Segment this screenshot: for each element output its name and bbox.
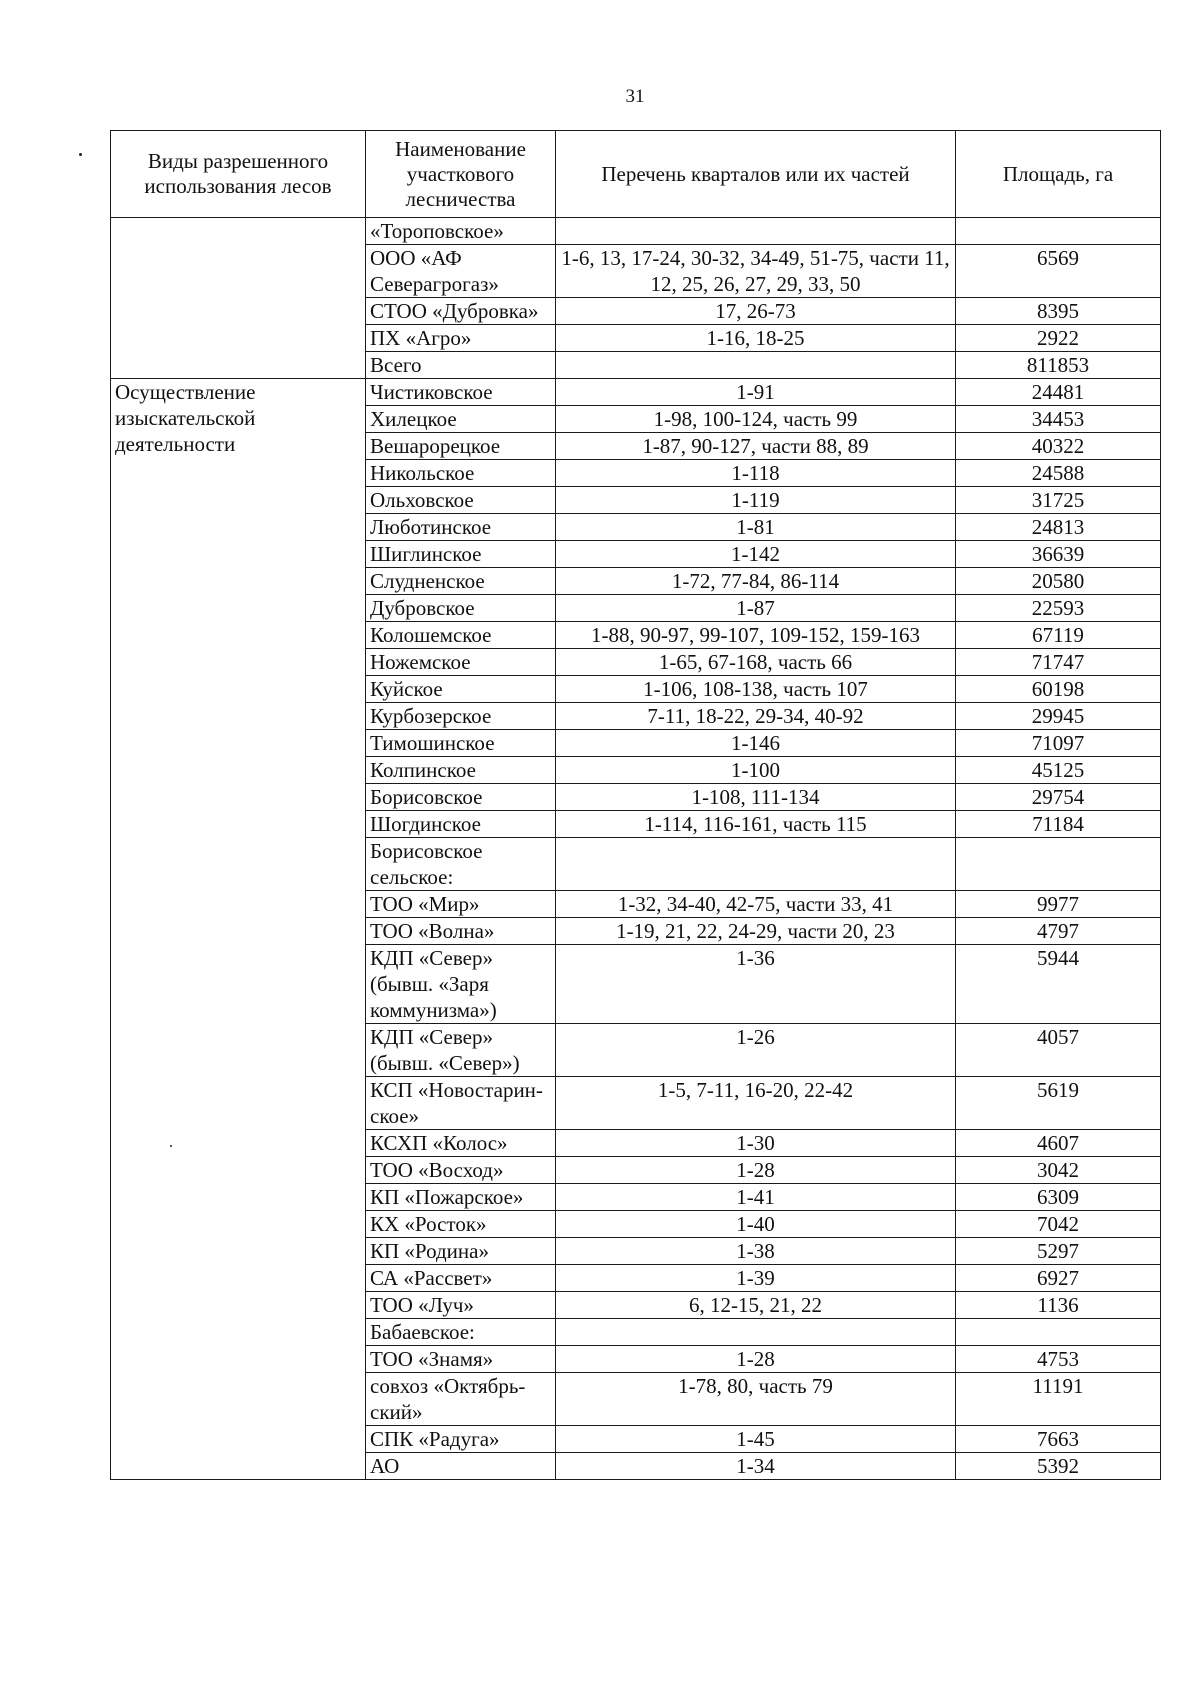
quarters-cell: 1-98, 100-124, часть 99	[556, 406, 956, 433]
area-cell: 11191	[956, 1373, 1161, 1426]
quarters-cell: 1-100	[556, 757, 956, 784]
quarters-cell: 1-106, 108-138, часть 107	[556, 676, 956, 703]
forestry-name-cell: ТОО «Мир»	[366, 891, 556, 918]
table-body	[111, 218, 1161, 1480]
quarters-cell: 1-36	[556, 945, 956, 1024]
quarters-cell: 1-81	[556, 514, 956, 541]
quarters-cell: 1-72, 77-84, 86-114	[556, 568, 956, 595]
quarters-cell: 1-16, 18-25	[556, 325, 956, 352]
quarters-cell	[556, 218, 956, 245]
forestry-name-cell: КП «Пожарское»	[366, 1184, 556, 1211]
quarters-cell: 1-118	[556, 460, 956, 487]
area-cell: 4753	[956, 1346, 1161, 1373]
area-cell: 24481	[956, 379, 1161, 406]
area-cell: 5392	[956, 1453, 1161, 1480]
area-cell: 40322	[956, 433, 1161, 460]
quarters-cell: 1-26	[556, 1024, 956, 1077]
area-cell	[956, 218, 1161, 245]
quarters-cell: 1-91	[556, 379, 956, 406]
area-cell: 24588	[956, 460, 1161, 487]
forestry-name-cell: ООО «АФ Северагрогаз»	[366, 245, 556, 298]
forestry-name-cell: ПХ «Агро»	[366, 325, 556, 352]
area-cell: 5297	[956, 1238, 1161, 1265]
area-cell: 2922	[956, 325, 1161, 352]
area-cell	[956, 1319, 1161, 1346]
use-type-cell: Осуществление изыскательской деятельности	[111, 379, 366, 1480]
area-cell: 4057	[956, 1024, 1161, 1077]
area-cell: 5619	[956, 1077, 1161, 1130]
forestry-name-cell: Куйское	[366, 676, 556, 703]
table-row	[111, 379, 1161, 406]
quarters-cell: 1-119	[556, 487, 956, 514]
quarters-cell	[556, 838, 956, 891]
forestry-name-cell: Борисовское сельское:	[366, 838, 556, 891]
forestry-name-cell: Ножемское	[366, 649, 556, 676]
area-cell: 6309	[956, 1184, 1161, 1211]
quarters-cell: 1-28	[556, 1157, 956, 1184]
forestry-name-cell: Никольское	[366, 460, 556, 487]
table-row	[111, 218, 1161, 245]
area-cell: 29754	[956, 784, 1161, 811]
header-use-type: Виды разрешенного использования лесов	[111, 131, 366, 218]
forestry-name-cell: Шогдинское	[366, 811, 556, 838]
page-number: 31	[625, 86, 645, 107]
area-cell: 5944	[956, 945, 1161, 1024]
forestry-name-cell: совхоз «Октябрь-ский»	[366, 1373, 556, 1426]
forestry-name-cell: «Тороповское»	[366, 218, 556, 245]
forestry-name-cell: Ольховское	[366, 487, 556, 514]
quarters-cell: 1-108, 111-134	[556, 784, 956, 811]
quarters-cell	[556, 1319, 956, 1346]
quarters-cell: 1-142	[556, 541, 956, 568]
quarters-cell: 1-78, 80, часть 79	[556, 1373, 956, 1426]
quarters-cell: 1-40	[556, 1211, 956, 1238]
forestry-name-cell: Вешарорецкое	[366, 433, 556, 460]
forest-use-table	[110, 130, 1161, 1480]
quarters-cell: 1-34	[556, 1453, 956, 1480]
quarters-cell: 1-5, 7-11, 16-20, 22-42	[556, 1077, 956, 1130]
quarters-cell: 1-39	[556, 1265, 956, 1292]
quarters-cell: 7-11, 18-22, 29-34, 40-92	[556, 703, 956, 730]
quarters-cell: 1-19, 21, 22, 24-29, части 20, 23	[556, 918, 956, 945]
quarters-cell: 6, 12-15, 21, 22	[556, 1292, 956, 1319]
area-cell: 29945	[956, 703, 1161, 730]
area-cell: 22593	[956, 595, 1161, 622]
quarters-cell	[556, 352, 956, 379]
scan-speck	[79, 153, 82, 156]
area-cell: 67119	[956, 622, 1161, 649]
quarters-cell: 1-87, 90-127, части 88, 89	[556, 433, 956, 460]
forestry-name-cell: Колпинское	[366, 757, 556, 784]
area-cell: 9977	[956, 891, 1161, 918]
forestry-name-cell: СПК «Радуга»	[366, 1426, 556, 1453]
area-cell: 1136	[956, 1292, 1161, 1319]
forestry-name-cell: КДП «Север» (бывш. «Заря коммунизма»)	[366, 945, 556, 1024]
quarters-cell: 1-6, 13, 17-24, 30-32, 34-49, 51-75, части 11, 12, 25, 26, 27, 29, 33, 50	[556, 245, 956, 298]
area-cell: 3042	[956, 1157, 1161, 1184]
forestry-name-cell: СТОО «Дубровка»	[366, 298, 556, 325]
forestry-name-cell: ТОО «Восход»	[366, 1157, 556, 1184]
forestry-name-cell: Борисовское	[366, 784, 556, 811]
quarters-cell: 1-38	[556, 1238, 956, 1265]
area-cell: 71747	[956, 649, 1161, 676]
forestry-name-cell: СА «Рассвет»	[366, 1265, 556, 1292]
forestry-name-cell: КДП «Север» (бывш. «Север»)	[366, 1024, 556, 1077]
area-cell: 6569	[956, 245, 1161, 298]
forestry-name-cell: ТОО «Волна»	[366, 918, 556, 945]
area-cell: 4797	[956, 918, 1161, 945]
area-cell: 8395	[956, 298, 1161, 325]
area-cell: 34453	[956, 406, 1161, 433]
quarters-cell: 1-32, 34-40, 42-75, части 33, 41	[556, 891, 956, 918]
forestry-name-cell: Хилецкое	[366, 406, 556, 433]
quarters-cell: 1-30	[556, 1130, 956, 1157]
forestry-name-cell: Люботинское	[366, 514, 556, 541]
quarters-cell: 17, 26-73	[556, 298, 956, 325]
area-cell: 6927	[956, 1265, 1161, 1292]
forestry-name-cell: ТОО «Знамя»	[366, 1346, 556, 1373]
area-cell: 71184	[956, 811, 1161, 838]
forestry-name-cell: КСП «Новостарин-ское»	[366, 1077, 556, 1130]
forestry-name-cell: КХ «Росток»	[366, 1211, 556, 1238]
table-header-row	[111, 131, 1161, 218]
quarters-cell: 1-88, 90-97, 99-107, 109-152, 159-163	[556, 622, 956, 649]
quarters-cell: 1-41	[556, 1184, 956, 1211]
area-cell: 20580	[956, 568, 1161, 595]
area-cell: 31725	[956, 487, 1161, 514]
quarters-cell: 1-114, 116-161, часть 115	[556, 811, 956, 838]
quarters-cell: 1-146	[556, 730, 956, 757]
forestry-name-cell: КП «Родина»	[366, 1238, 556, 1265]
forestry-name-cell: Шиглинское	[366, 541, 556, 568]
forestry-name-cell: КСХП «Колос»	[366, 1130, 556, 1157]
forestry-name-cell: Дубровское	[366, 595, 556, 622]
area-cell: 811853	[956, 352, 1161, 379]
area-cell: 36639	[956, 541, 1161, 568]
quarters-cell: 1-87	[556, 595, 956, 622]
area-cell: 60198	[956, 676, 1161, 703]
area-cell: 24813	[956, 514, 1161, 541]
forestry-name-cell: Бабаевское:	[366, 1319, 556, 1346]
area-cell: 7042	[956, 1211, 1161, 1238]
header-area: Площадь, га	[956, 131, 1161, 218]
header-quarters: Перечень кварталов или их частей	[556, 131, 956, 218]
use-type-cell	[111, 218, 366, 379]
forestry-name-cell: Тимошинское	[366, 730, 556, 757]
header-forestry-name: Наименование участкового лесничества	[366, 131, 556, 218]
quarters-cell: 1-65, 67-168, часть 66	[556, 649, 956, 676]
quarters-cell: 1-45	[556, 1426, 956, 1453]
area-cell: 4607	[956, 1130, 1161, 1157]
forestry-name-cell: Курбозерское	[366, 703, 556, 730]
area-cell: 7663	[956, 1426, 1161, 1453]
area-cell: 71097	[956, 730, 1161, 757]
area-cell: 45125	[956, 757, 1161, 784]
quarters-cell: 1-28	[556, 1346, 956, 1373]
forestry-name-cell: Слудненское	[366, 568, 556, 595]
forestry-name-cell: Чистиковское	[366, 379, 556, 406]
forestry-name-cell: Колошемское	[366, 622, 556, 649]
forestry-name-cell: Всего	[366, 352, 556, 379]
forestry-name-cell: АО	[366, 1453, 556, 1480]
area-cell	[956, 838, 1161, 891]
forestry-name-cell: ТОО «Луч»	[366, 1292, 556, 1319]
